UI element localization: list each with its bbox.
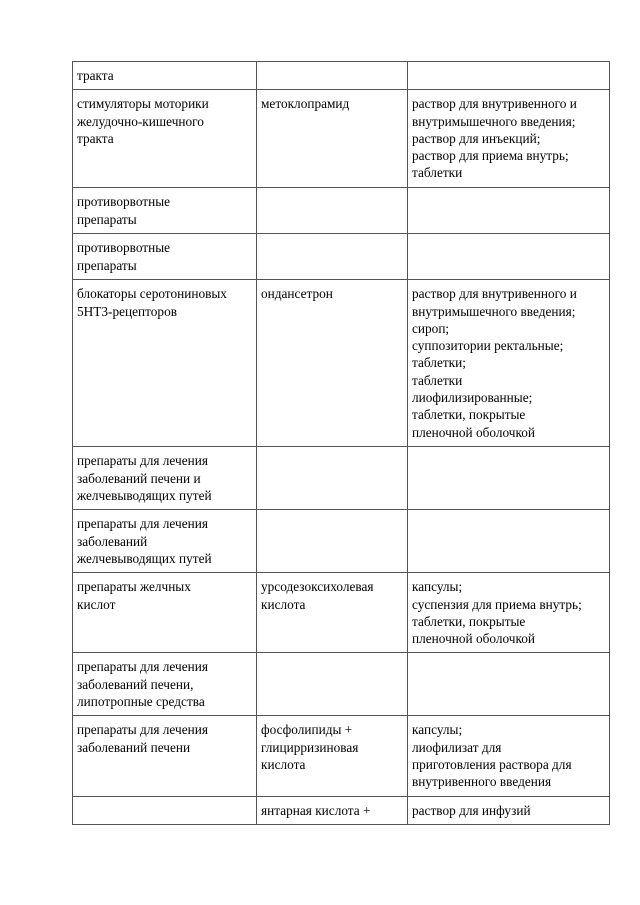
substance-cell xyxy=(257,510,408,573)
substance-cell: фосфолипиды + глицирризиновая кислота xyxy=(257,716,408,796)
table-row xyxy=(73,510,610,573)
dosage-forms-cell: раствор для внутривенного и внутримышечного введения; раствор для инъекций; раствор для приема внутрь; таблетки xyxy=(408,90,610,188)
substance-cell xyxy=(257,188,408,234)
group-cell: препараты желчных кислот xyxy=(73,573,257,653)
group-cell: противорвотные препараты xyxy=(73,188,257,234)
substance-cell xyxy=(257,447,408,510)
group-cell: препараты для лечения заболеваний печени xyxy=(73,716,257,796)
substance-cell xyxy=(257,62,408,90)
table-row xyxy=(73,653,610,716)
table-row xyxy=(73,716,610,796)
group-cell: препараты для лечения заболеваний печени, липотропные средства xyxy=(73,653,257,716)
dosage-forms-cell xyxy=(408,234,610,280)
table-row xyxy=(73,188,610,234)
substance-cell xyxy=(257,234,408,280)
group-cell: противорвотные препараты xyxy=(73,234,257,280)
drug-list-table xyxy=(72,61,610,825)
table-row xyxy=(73,234,610,280)
dosage-forms-cell: раствор для внутривенного и внутримышечного введения; сироп; суппозитории ректальные; таблетки; таблетки лиофилизированные; таблетки, покрытые пленочной оболочкой xyxy=(408,280,610,447)
dosage-forms-cell xyxy=(408,188,610,234)
substance-cell xyxy=(257,653,408,716)
dosage-forms-cell: раствор для инфузий xyxy=(408,796,610,824)
dosage-forms-cell xyxy=(408,447,610,510)
table-row xyxy=(73,62,610,90)
substance-cell: метоклопрамид xyxy=(257,90,408,188)
group-cell: препараты для лечения заболеваний печени и желчевыводящих путей xyxy=(73,447,257,510)
table-row xyxy=(73,573,610,653)
group-cell xyxy=(73,796,257,824)
dosage-forms-cell xyxy=(408,62,610,90)
table-row xyxy=(73,447,610,510)
table-row xyxy=(73,90,610,188)
substance-cell: янтарная кислота + xyxy=(257,796,408,824)
group-cell: стимуляторы моторики желудочно-кишечного тракта xyxy=(73,90,257,188)
group-cell: блокаторы серотониновых 5HT3-рецепторов xyxy=(73,280,257,447)
dosage-forms-cell xyxy=(408,653,610,716)
dosage-forms-cell xyxy=(408,510,610,573)
group-cell: препараты для лечения заболеваний желчевыводящих путей xyxy=(73,510,257,573)
dosage-forms-cell: капсулы; лиофилизат для приготовления раствора для внутривенного введения xyxy=(408,716,610,796)
group-cell: тракта xyxy=(73,62,257,90)
dosage-forms-cell: капсулы; суспензия для приема внутрь; таблетки, покрытые пленочной оболочкой xyxy=(408,573,610,653)
substance-cell: урсодезоксихолевая кислота xyxy=(257,573,408,653)
table-row xyxy=(73,796,610,824)
table-row xyxy=(73,280,610,447)
substance-cell: ондансетрон xyxy=(257,280,408,447)
